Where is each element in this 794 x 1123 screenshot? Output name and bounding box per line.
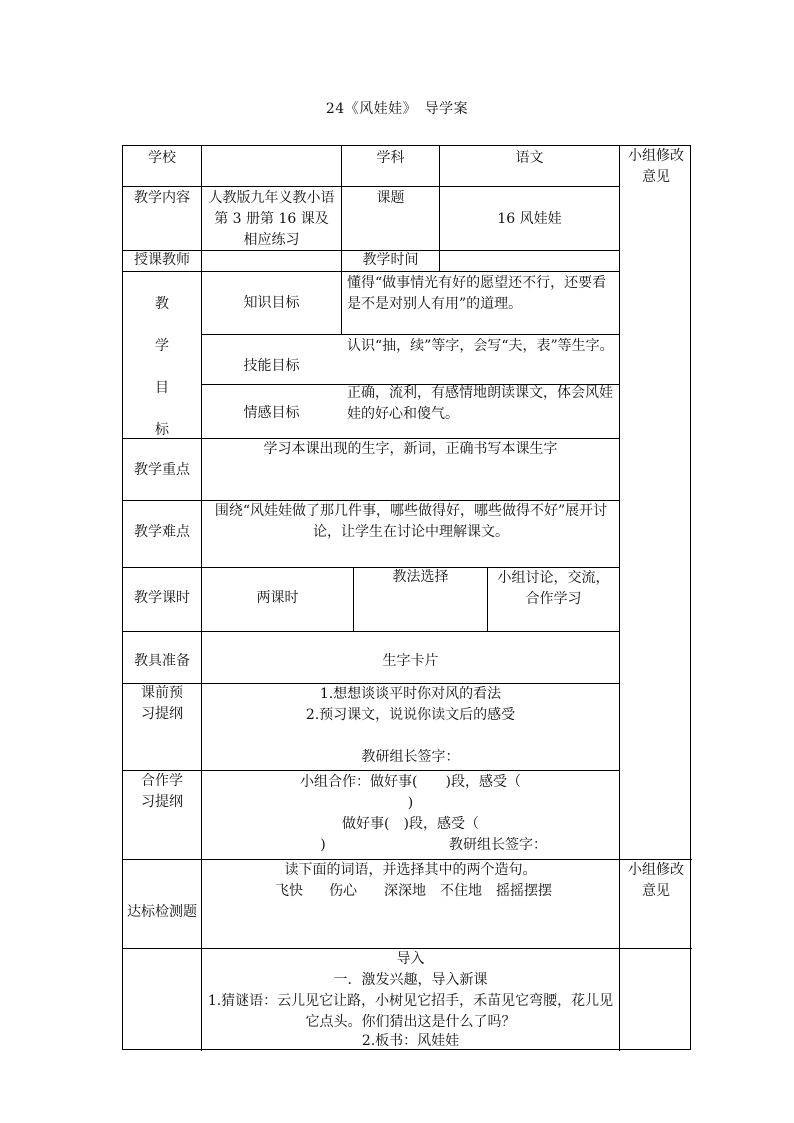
coop-label: 合作学习提纲 <box>141 773 183 810</box>
skill-value: 认识“抽，续”等字，会写“夫，表”等生字。 <box>347 338 614 354</box>
method-label: 教法选择 <box>392 569 449 585</box>
tools-value: 生字卡片 <box>382 653 439 669</box>
test-word-3: 深深地 <box>384 883 426 899</box>
preview-label: 课前预习提纲 <box>141 685 183 722</box>
test-word-1: 飞快 <box>275 883 303 899</box>
preview-line-2: 2.预习课文，说说你读文后的感受 <box>305 707 516 723</box>
school-label: 学校 <box>148 150 176 166</box>
coop-sign: 教研组长签字： <box>449 837 547 853</box>
emotion-value: 正确，流利，有感情地朗读课文，体会风娃娃的好心和傻气。 <box>347 385 613 422</box>
intro-line-2: 一．激发兴趣，导入新课 <box>333 972 488 988</box>
coop-line-4: ) <box>320 837 326 853</box>
method-value: 小组讨论，交流，合作学习 <box>497 570 610 607</box>
key-points-label: 教学重点 <box>134 462 190 478</box>
difficult-points-label: 教学难点 <box>134 524 190 540</box>
group-opinion-label: 小组修改意见 <box>628 148 684 185</box>
preview-line-1: 1.想想谈谈平时你对风的看法 <box>319 686 502 702</box>
test-word-2: 伤心 <box>329 883 357 899</box>
content-value: 人教版九年义教小语第 3 册第 16 课及相应练习 <box>208 190 335 248</box>
goals-char-3: 目 <box>155 380 169 396</box>
goals-char-4: 标 <box>155 422 169 438</box>
preview-sign: 教研组长签字： <box>361 749 460 765</box>
tools-label: 教具准备 <box>134 653 190 669</box>
knowledge-label: 知识目标 <box>243 295 300 311</box>
emotion-label: 情感目标 <box>243 405 300 421</box>
goals-char-2: 学 <box>155 338 169 354</box>
lesson-plan-table <box>122 145 691 1050</box>
test-word-5: 摇摇摆摆 <box>496 883 552 899</box>
knowledge-value: 懂得“做事情光有好的愿望还不行，还要看是不是对别人有用”的道理。 <box>347 275 607 312</box>
lesson-label: 课题 <box>376 190 405 206</box>
periods-label: 教学课时 <box>134 590 190 606</box>
content-label: 教学内容 <box>134 190 190 206</box>
skill-label: 技能目标 <box>243 358 300 374</box>
intro-line-4: 2.板书：风娃娃 <box>361 1033 460 1049</box>
subject-label: 学科 <box>376 150 405 166</box>
page-title: 24《风娃娃》 导学案 <box>325 101 469 117</box>
teacher-label: 授课教师 <box>134 252 190 268</box>
intro-line-3: 1.猜谜语：云儿见它让路，小树见它招手，禾苗见它弯腰，花儿见它点头。你们猜出这是什么了吗？ <box>207 993 614 1030</box>
test-line-1: 读下面的词语，并选择其中的两个造句。 <box>284 862 537 878</box>
coop-line-2: ) <box>407 795 414 811</box>
lesson-value: 16 风娃娃 <box>497 211 562 227</box>
test-group-opinion: 小组修改意见 <box>628 862 684 899</box>
difficult-points-value: 围绕“风娃娃做了那几件事，哪些做得好，哪些做得不好”展开讨论，让学生在讨论中理解课文。 <box>214 503 608 540</box>
intro-line-1: 导入 <box>396 951 425 967</box>
coop-line-1: 小组合作：做好事( )段，感受（ <box>300 774 521 790</box>
periods-value: 两课时 <box>256 590 299 606</box>
subject-value: 语文 <box>515 150 544 166</box>
coop-line-3: 做好事( )段，感受（ <box>342 816 479 832</box>
goals-char-1: 教 <box>155 296 169 312</box>
time-label: 教学时间 <box>362 252 419 268</box>
test-label: 达标检测题 <box>127 904 197 920</box>
test-word-4: 不住地 <box>440 883 482 899</box>
key-points-value: 学习本课出现的生字，新词，正确书写本课生字 <box>263 441 558 457</box>
